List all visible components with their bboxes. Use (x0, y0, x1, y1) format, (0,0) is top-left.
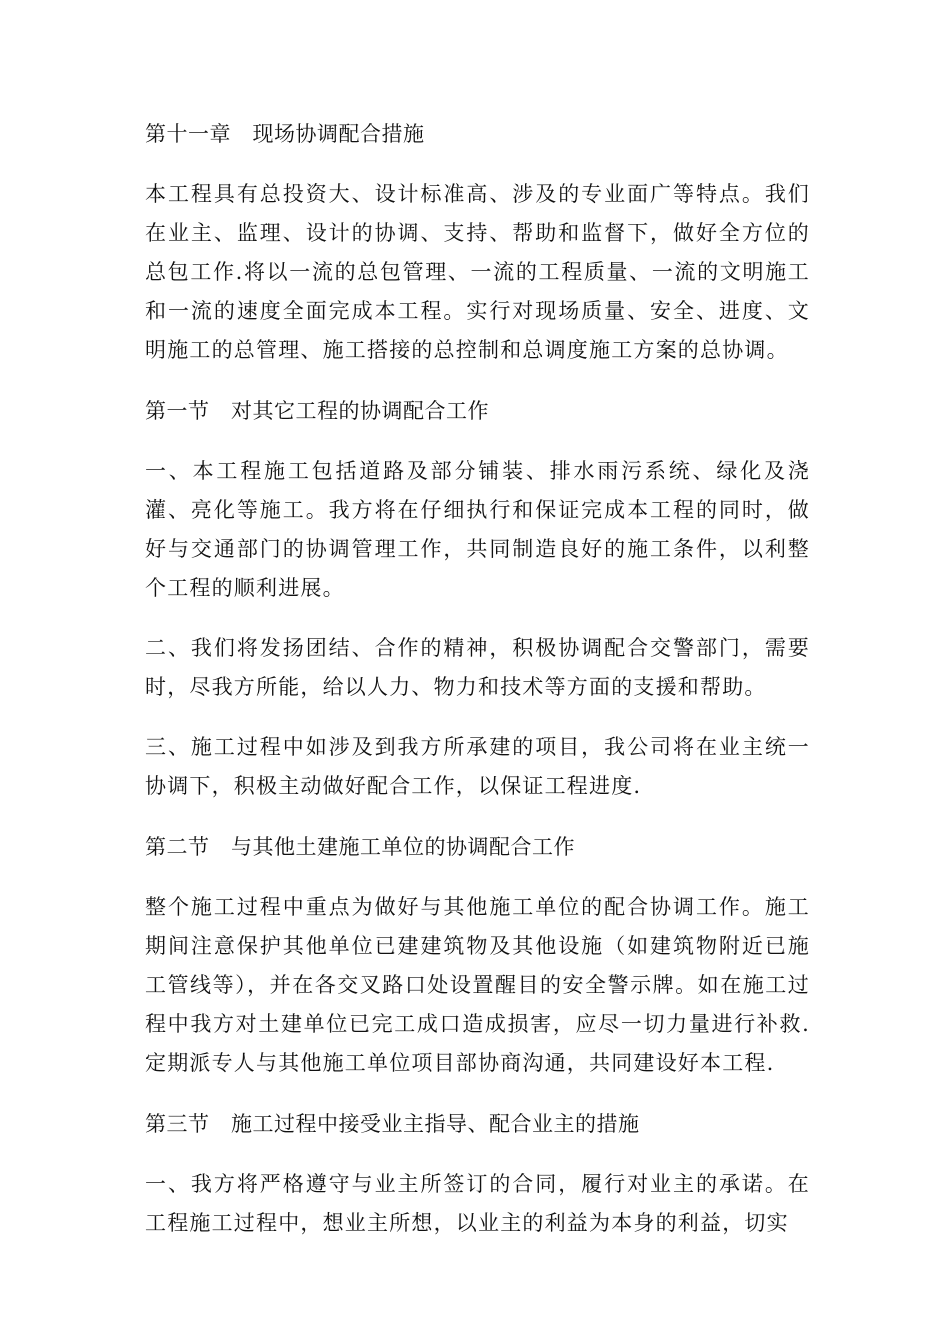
spacer (145, 608, 810, 629)
document-body (145, 114, 810, 1243)
section-1-title: 第一节 对其它工程的协调配合工作 (145, 399, 489, 423)
section-1-paragraph-1: 一、本工程施工包括道路及部分铺装、排水雨污系统、绿化及浇灌、亮化等施工。我方将在仔细执行和保证完成本工程的同时，做好与交通部门的协调管理工作，共同制造良好的施工条件，以利整个工程的顺利进展。 (145, 459, 810, 600)
spacer (145, 154, 810, 175)
spacer (145, 370, 810, 391)
section-3-title: 第三节 施工过程中接受业主指导、配合业主的措施 (145, 1112, 640, 1136)
spacer (145, 867, 810, 888)
intro-paragraph: 本工程具有总投资大、设计标准高、涉及的专业面广等特点。我们在业主、监理、设计的协调、支持、帮助和监督下，做好全方位的总包工作.将以一流的总包管理、一流的工程质量、一流的文明施工和一流的速度全面完成本工程。实行对现场质量、安全、进度、文明施工的总管理、施工搭接的总控制和总调度施工方案的总协调。 (145, 182, 810, 362)
section-1-paragraph-3: 三、施工过程中如涉及到我方所承建的项目，我公司将在业主统一协调下，积极主动做好配合工作，以保证工程进度. (145, 735, 810, 798)
section-2-title: 第二节 与其他土建施工单位的协调配合工作 (145, 835, 575, 859)
spacer (145, 431, 810, 452)
spacer (145, 806, 810, 827)
spacer (145, 1083, 810, 1104)
chapter-title: 第十一章 现场协调配合措施 (145, 122, 425, 146)
section-3-paragraph-1: 一、我方将严格遵守与业主所签订的合同，履行对业主的承诺。在工程施工过程中，想业主所想，以业主的利益为本身的利益，切实 (145, 1172, 810, 1235)
spacer (145, 1144, 810, 1165)
section-1-paragraph-2: 二、我们将发扬团结、合作的精神，积极协调配合交警部门，需要时，尽我方所能，给以人力、物力和技术等方面的支援和帮助。 (145, 636, 810, 699)
spacer (145, 707, 810, 728)
section-2-paragraph-1: 整个施工过程中重点为做好与其他施工单位的配合协调工作。施工期间注意保护其他单位已建建筑物及其他设施（如建筑物附近已施工管线等），并在各交叉路口处设置醒目的安全警示牌。如在施工过程中我方对土建单位已完工成口造成损害，应尽一切力量进行补救.定期派专人与其他施工单位项目部协商沟通，共同建设好本工程. (145, 895, 810, 1075)
